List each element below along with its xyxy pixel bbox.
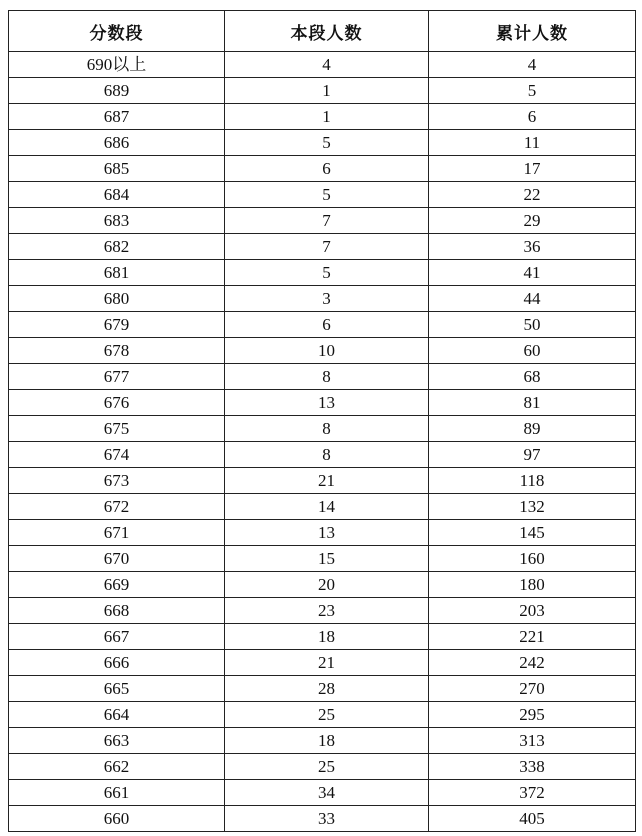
score-range-cell: 661 (9, 780, 225, 806)
score-range-cell: 690以上 (9, 52, 225, 78)
table-row (9, 442, 636, 468)
table-row (9, 338, 636, 364)
score-range-cell: 674 (9, 442, 225, 468)
cumulative-count-cell: 29 (429, 208, 636, 234)
segment-count-cell: 28 (225, 676, 429, 702)
score-range-cell: 689 (9, 78, 225, 104)
score-range-cell: 685 (9, 156, 225, 182)
table-row (9, 702, 636, 728)
cumulative-count-cell: 81 (429, 390, 636, 416)
cumulative-count-cell: 180 (429, 572, 636, 598)
segment-count-cell: 21 (225, 650, 429, 676)
segment-count-cell: 1 (225, 104, 429, 130)
cumulative-count-cell: 50 (429, 312, 636, 338)
score-range-cell: 682 (9, 234, 225, 260)
cumulative-count-cell: 313 (429, 728, 636, 754)
segment-count-cell: 7 (225, 208, 429, 234)
table-row (9, 806, 636, 832)
cumulative-count-cell: 89 (429, 416, 636, 442)
score-range-cell: 686 (9, 130, 225, 156)
table-row (9, 364, 636, 390)
table-row (9, 728, 636, 754)
segment-count-cell: 8 (225, 416, 429, 442)
score-range-cell: 669 (9, 572, 225, 598)
cumulative-count-cell: 372 (429, 780, 636, 806)
score-range-cell: 684 (9, 182, 225, 208)
score-range-cell: 664 (9, 702, 225, 728)
cumulative-count-cell: 44 (429, 286, 636, 312)
score-distribution-table (8, 10, 636, 832)
cumulative-count-cell: 405 (429, 806, 636, 832)
table-row (9, 650, 636, 676)
segment-count-cell: 6 (225, 156, 429, 182)
table-row (9, 598, 636, 624)
segment-count-cell: 33 (225, 806, 429, 832)
score-range-cell: 663 (9, 728, 225, 754)
segment-count-cell: 4 (225, 52, 429, 78)
cumulative-count-cell: 11 (429, 130, 636, 156)
score-range-cell: 675 (9, 416, 225, 442)
cumulative-count-cell: 160 (429, 546, 636, 572)
score-range-cell: 683 (9, 208, 225, 234)
cumulative-count-cell: 22 (429, 182, 636, 208)
score-range-cell: 679 (9, 312, 225, 338)
cumulative-count-cell: 242 (429, 650, 636, 676)
segment-count-cell: 23 (225, 598, 429, 624)
column-header-cumulative-count: 累计人数 (429, 11, 636, 52)
score-range-cell: 681 (9, 260, 225, 286)
score-range-cell: 665 (9, 676, 225, 702)
cumulative-count-cell: 97 (429, 442, 636, 468)
cumulative-count-cell: 41 (429, 260, 636, 286)
score-range-cell: 666 (9, 650, 225, 676)
segment-count-cell: 13 (225, 390, 429, 416)
table-row (9, 780, 636, 806)
cumulative-count-cell: 203 (429, 598, 636, 624)
table-body (9, 52, 636, 832)
score-range-cell: 673 (9, 468, 225, 494)
header-row (9, 11, 636, 52)
score-range-cell: 670 (9, 546, 225, 572)
table-row (9, 78, 636, 104)
table-row (9, 416, 636, 442)
segment-count-cell: 8 (225, 442, 429, 468)
table-row (9, 546, 636, 572)
segment-count-cell: 34 (225, 780, 429, 806)
score-range-cell: 687 (9, 104, 225, 130)
cumulative-count-cell: 60 (429, 338, 636, 364)
segment-count-cell: 3 (225, 286, 429, 312)
table-row (9, 130, 636, 156)
cumulative-count-cell: 118 (429, 468, 636, 494)
segment-count-cell: 5 (225, 260, 429, 286)
segment-count-cell: 5 (225, 130, 429, 156)
segment-count-cell: 7 (225, 234, 429, 260)
score-distribution-table-container (8, 10, 635, 832)
table-row (9, 260, 636, 286)
cumulative-count-cell: 17 (429, 156, 636, 182)
cumulative-count-cell: 338 (429, 754, 636, 780)
table-row (9, 520, 636, 546)
segment-count-cell: 20 (225, 572, 429, 598)
table-row (9, 390, 636, 416)
table-row (9, 208, 636, 234)
score-range-cell: 662 (9, 754, 225, 780)
cumulative-count-cell: 145 (429, 520, 636, 546)
score-range-cell: 671 (9, 520, 225, 546)
cumulative-count-cell: 221 (429, 624, 636, 650)
segment-count-cell: 6 (225, 312, 429, 338)
table-row (9, 494, 636, 520)
segment-count-cell: 18 (225, 624, 429, 650)
segment-count-cell: 15 (225, 546, 429, 572)
score-range-cell: 668 (9, 598, 225, 624)
segment-count-cell: 25 (225, 754, 429, 780)
cumulative-count-cell: 6 (429, 104, 636, 130)
table-row (9, 468, 636, 494)
cumulative-count-cell: 4 (429, 52, 636, 78)
score-range-cell: 678 (9, 338, 225, 364)
table-row (9, 676, 636, 702)
score-range-cell: 676 (9, 390, 225, 416)
table-row (9, 52, 636, 78)
segment-count-cell: 10 (225, 338, 429, 364)
table-header (9, 11, 636, 52)
table-row (9, 182, 636, 208)
table-row (9, 754, 636, 780)
score-range-cell: 672 (9, 494, 225, 520)
segment-count-cell: 13 (225, 520, 429, 546)
column-header-segment-count: 本段人数 (225, 11, 429, 52)
segment-count-cell: 8 (225, 364, 429, 390)
table-row (9, 286, 636, 312)
cumulative-count-cell: 295 (429, 702, 636, 728)
score-range-cell: 680 (9, 286, 225, 312)
segment-count-cell: 5 (225, 182, 429, 208)
segment-count-cell: 21 (225, 468, 429, 494)
segment-count-cell: 25 (225, 702, 429, 728)
table-row (9, 156, 636, 182)
table-row (9, 104, 636, 130)
score-range-cell: 667 (9, 624, 225, 650)
segment-count-cell: 1 (225, 78, 429, 104)
table-row (9, 234, 636, 260)
segment-count-cell: 14 (225, 494, 429, 520)
cumulative-count-cell: 68 (429, 364, 636, 390)
table-row (9, 624, 636, 650)
cumulative-count-cell: 270 (429, 676, 636, 702)
cumulative-count-cell: 5 (429, 78, 636, 104)
score-range-cell: 660 (9, 806, 225, 832)
table-row (9, 572, 636, 598)
cumulative-count-cell: 36 (429, 234, 636, 260)
segment-count-cell: 18 (225, 728, 429, 754)
cumulative-count-cell: 132 (429, 494, 636, 520)
column-header-score-range: 分数段 (9, 11, 225, 52)
table-row (9, 312, 636, 338)
score-range-cell: 677 (9, 364, 225, 390)
